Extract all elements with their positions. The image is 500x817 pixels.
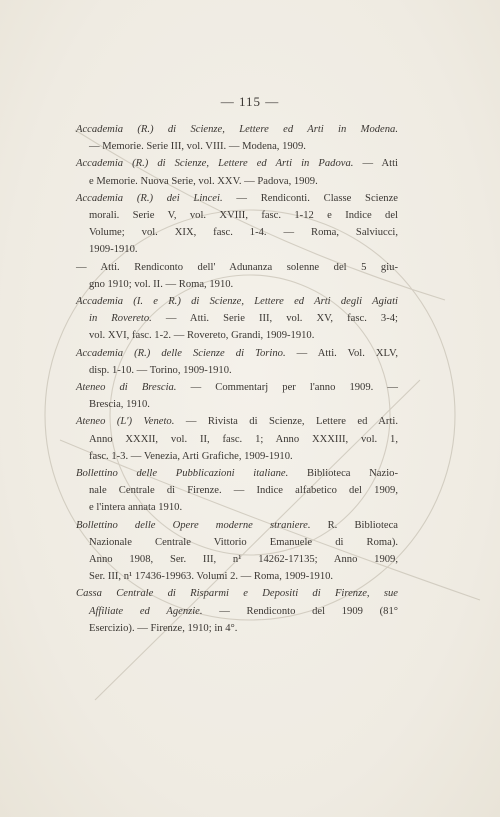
entry-line	[89, 431, 398, 448]
entry-line	[89, 568, 398, 585]
entry-line	[89, 482, 398, 499]
entry-text: — Memorie. Serie III, vol. VIII. — Modena, 1909.	[89, 141, 306, 153]
entry-line	[89, 499, 398, 516]
bibliography-entry	[76, 155, 398, 189]
entry-title: Accademia (I. e R.) di Scienze, Lettere ed Arti degli Agiati	[76, 296, 398, 308]
entry-line	[89, 362, 398, 379]
bibliography-entry	[76, 517, 398, 586]
entry-line	[89, 551, 398, 568]
entry-line	[89, 534, 398, 551]
entry-text: Ser. III, n¹ 17436-19963. Volumi 2. — Roma, 1909-1910.	[89, 571, 334, 583]
entry-line	[89, 603, 398, 620]
entry-line	[89, 620, 398, 637]
bibliography-entry	[76, 413, 398, 465]
entry-text: Brescia, 1910.	[89, 399, 150, 411]
entry-text: Anno XXXII, vol. II, fasc. 1; Anno XXXIII, vol. 1,	[89, 433, 398, 445]
bibliography-entry	[76, 585, 398, 637]
entry-line	[76, 345, 398, 362]
entry-text: disp. 1-10. — Torino, 1909-1910.	[89, 364, 232, 376]
bibliography-entry	[76, 345, 398, 379]
entry-text: nale Centrale di Firenze. — Indice alfabetico del 1909,	[89, 485, 398, 497]
entry-line	[89, 138, 398, 155]
entry-line	[76, 155, 398, 172]
entry-text: Biblioteca Nazio-	[288, 468, 398, 480]
entry-line	[76, 379, 398, 396]
entry-text: R. Biblioteca	[310, 519, 398, 531]
bibliography-list	[76, 121, 398, 637]
entry-line	[76, 413, 398, 430]
entry-text: — Atti	[353, 158, 398, 170]
entry-text: e Memorie. Nuova Serie, vol. XXV. — Padova, 1909.	[89, 175, 318, 187]
entry-title: Bollettino delle Opere moderne straniere.	[76, 519, 311, 531]
entry-line	[89, 396, 398, 413]
entry-text: — Atti. Vol. XLV,	[285, 347, 398, 359]
entry-title: Accademia (R.) delle Scienze di Torino.	[76, 347, 286, 359]
entry-title: Bollettino delle Pubblicazioni italiane.	[76, 468, 289, 480]
entry-text: Anno 1908, Ser. III, n¹ 14262-17135; Anno 1909,	[89, 554, 398, 566]
bibliography-entry	[76, 121, 398, 155]
entry-text: — Commentarj per l'anno 1909. —	[176, 382, 398, 394]
entry-text: Volume; vol. XIX, fasc. 1-4. — Roma, Salviucci,	[89, 227, 398, 239]
entry-line	[89, 310, 398, 327]
page-number: — 115 —	[220, 94, 280, 109]
entry-line	[76, 259, 398, 276]
entry-line	[76, 293, 398, 310]
entry-line	[89, 327, 398, 344]
entry-line	[76, 585, 398, 602]
entry-title: Ateneo di Brescia.	[76, 382, 177, 394]
entry-line	[76, 517, 398, 534]
entry-text: — Rivista di Scienze, Lettere ed Arti.	[174, 416, 398, 428]
entry-line	[89, 173, 398, 190]
entry-text: — Rendiconto del 1909 (81°	[202, 605, 399, 617]
entry-line	[89, 207, 398, 224]
entry-line	[89, 276, 398, 293]
entry-title: in Rovereto.	[89, 313, 152, 325]
entry-title: Ateneo (L') Veneto.	[76, 416, 175, 428]
entry-title: Accademia (R.) di Scienze, Lettere ed Arti in Modena.	[76, 124, 398, 135]
entry-text: Nazionale Centrale Vittorio Emanuele di Roma).	[89, 536, 398, 548]
entry-text: morali. Serie V, vol. XVIII, fasc. 1-12 e Indice del	[89, 210, 398, 222]
bibliography-entry	[76, 293, 398, 345]
entry-text: — Atti. Rendiconto dell' Adunanza solenne del 5 giu-	[76, 261, 398, 273]
entry-line	[89, 241, 398, 258]
entry-text: gno 1910; vol. II. — Roma, 1910.	[89, 278, 234, 290]
entry-text: — Rendiconti. Classe Scienze	[222, 192, 398, 204]
bibliography-entry	[76, 379, 398, 413]
entry-line	[76, 190, 398, 207]
entry-title: Cassa Centrale di Risparmi e Depositi di Firenze, sue	[76, 588, 398, 600]
entry-text: 1909-1910.	[89, 244, 138, 256]
entry-line	[76, 121, 398, 138]
bibliography-entry	[76, 465, 398, 517]
bibliography-entry	[76, 190, 398, 259]
entry-title: Affiliate ed Agenzie.	[89, 605, 203, 617]
bibliography-entry	[76, 259, 398, 293]
entry-text: e l'intera annata 1910.	[89, 502, 183, 514]
entry-line	[89, 448, 398, 465]
entry-title: Accademia (R.) di Scienze, Lettere ed Arti in Padova.	[76, 158, 354, 170]
entry-text: fasc. 1-3. — Venezia, Arti Grafiche, 1909-1910.	[89, 450, 293, 462]
entry-text: Esercizio). — Firenze, 1910; in 4°.	[89, 622, 238, 634]
entry-line	[89, 224, 398, 241]
entry-text: — Atti. Serie III, vol. XV, fasc. 3-4;	[151, 313, 398, 325]
entry-line	[76, 465, 398, 482]
entry-title: Accademia (R.) dei Lincei.	[76, 192, 223, 204]
entry-text: vol. XVI, fasc. 1-2. — Rovereto, Grandi, 1909-1910.	[89, 330, 315, 342]
